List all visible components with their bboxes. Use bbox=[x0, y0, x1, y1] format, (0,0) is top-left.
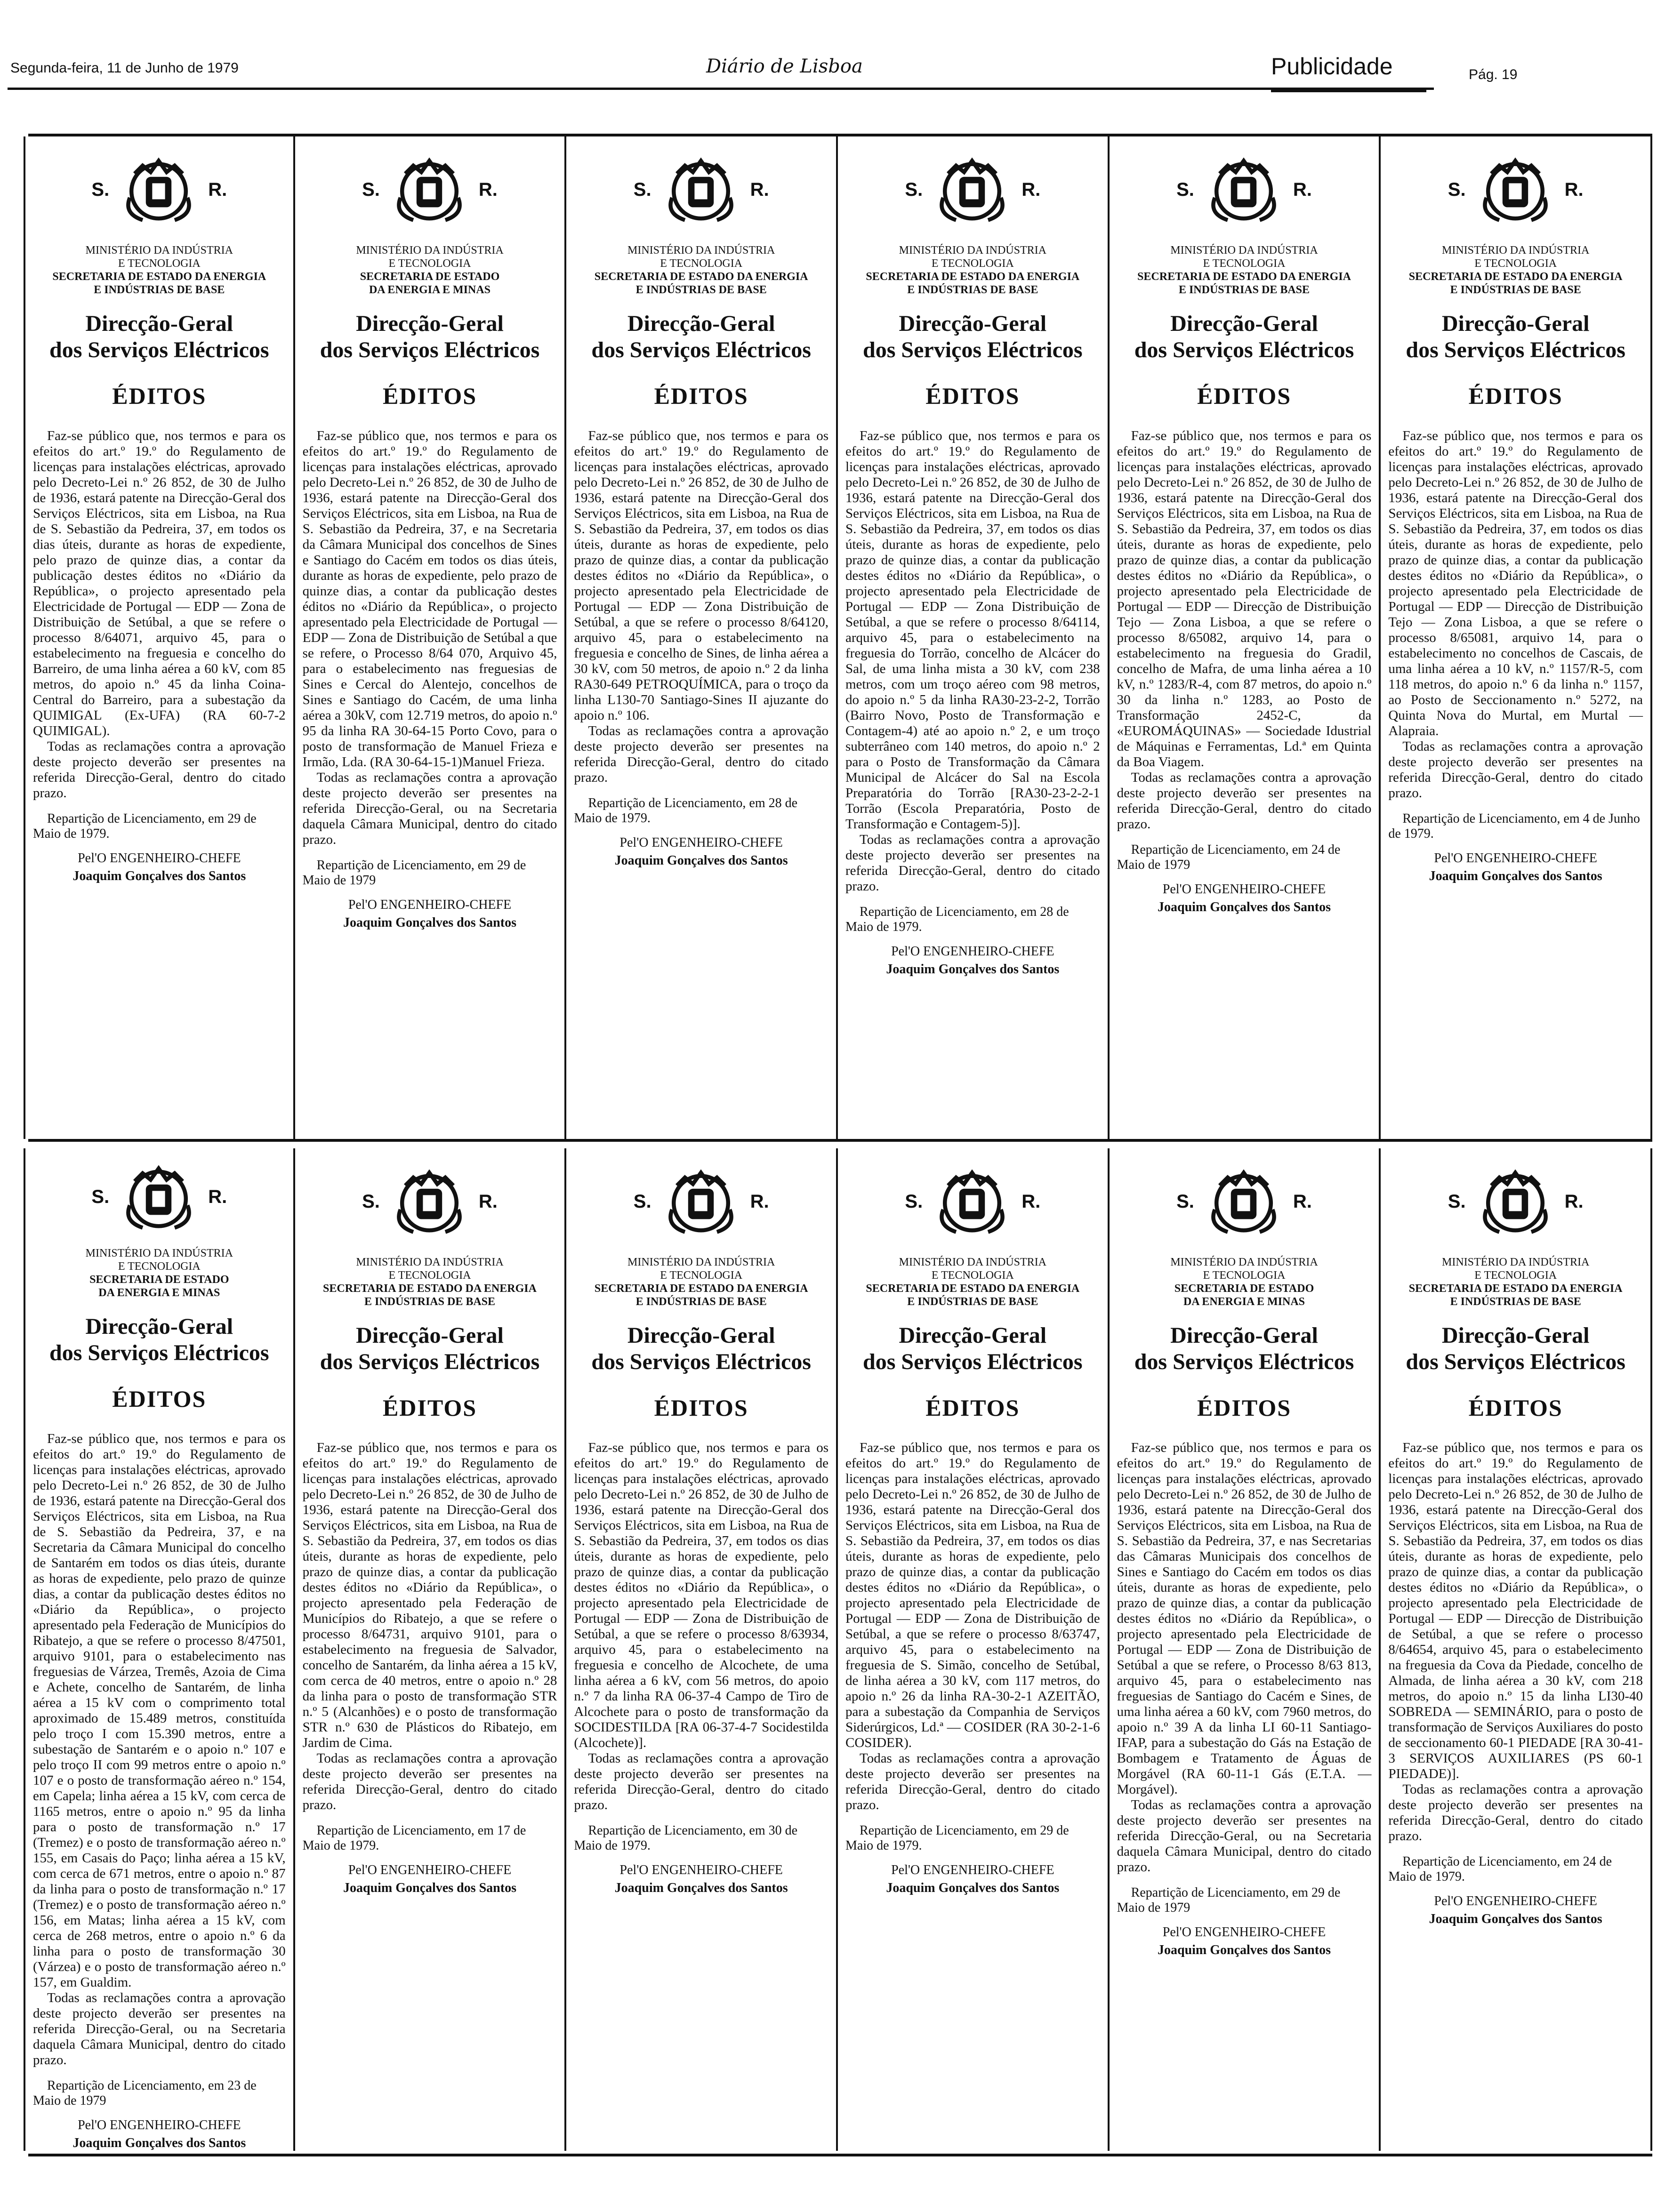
notice-date: Repartição de Licenciamento, em 29 de Maio de 1979 bbox=[1117, 1885, 1341, 1915]
ministry-line: E INDÚSTRIAS DE BASE bbox=[94, 284, 225, 296]
coat-of-arms-icon bbox=[1204, 150, 1284, 230]
s-letter: S. bbox=[633, 1191, 652, 1212]
ministry-line: E TECNOLOGIA bbox=[1474, 1269, 1557, 1282]
ministry-line: E TECNOLOGIA bbox=[931, 1269, 1014, 1282]
ministry-line: E TECNOLOGIA bbox=[931, 257, 1014, 270]
notice-text: Faz-se público que, nos termos e para os efeitos do art.º 19.º do Regulamento de licenças para instalações eléctricas, aprovado pelo Decreto-Lei n.º 26 852, de 30 de Julho de 1936, estará patente na Direcção-Geral dos Serviços Eléctricos, sita em Lisboa, na Rua de S. Sebastião da Pedreira, 37, em todos os dias úteis, durante as horas de expediente, pelo prazo de quinze dias, a contar da publicação destes éditos no «Diário da República», o projecto apresentado pela Electricidade de Portugal — EDP — Direcção de Distribuição Tejo — Zona Lisboa, a que se refere o processo 8/65081, arquivo 14, para o estabelecimento no concelhos de Cascais, de uma linha aérea a 10 kV, n.º 1157/R-5, com 118 metros, do apoio n.º 6 da linha n.º 1157, ao Posto de Seccionamento n.º 5272, na Quinta Nova do Murtal, em Murtal — Alapraia. bbox=[1388, 428, 1643, 738]
edital-notice bbox=[566, 1148, 838, 2151]
emblem bbox=[1117, 1157, 1372, 1246]
notice-date: Repartição de Licenciamento, em 28 de Maio de 1979. bbox=[845, 905, 1069, 934]
coat-of-arms-icon bbox=[119, 150, 199, 230]
ministry-line: MINISTÉRIO DA INDÚSTRIA bbox=[627, 244, 775, 256]
notice-text: Faz-se público que, nos termos e para os efeitos do art.º 19.º do Regulamento de licenças para instalações eléctricas, aprovado pelo Decreto-Lei n.º 26 852, de 30 de Julho de 1936, estará patente na Direcção-Geral dos Serviços Eléctricos, sita em Lisboa, na Rua de S. Sebastião da Pedreira, 37, em todos os dias úteis, durante as horas de expediente, pelo prazo de quinze dias, a contar da publicação destes éditos no «Diário da República», o projecto apresentado pela Electricidade de Portugal — EDP — Zona Distribuição de Setúbal, a que se refere o processo 8/64114, arquivo 45, para o estabelecimento na freguesia do Torrão, concelho de Alcácer do Sal, de uma linha mista a 30 kV, com 238 metros, com um troço aéreo com 98 metros, do apoio n.º 5 da linha RA30-23-2-2, Torrão (Bairro Novo, Posto de Transformação e Contagem-4) até ao apoio n.º 2, e um troço subterrâneo com 140 metros, do apoio n.º 2 para o Posto de Transformação da Câmara Municipal de Alcácer do Sal na Escola Preparatória do Torrão [RA30-23-2-2-1 Torrão (Escola Preparatória, Posto de Transformação e Contagem-5)]. bbox=[845, 428, 1100, 832]
r-letter: R. bbox=[208, 179, 227, 200]
ministry-line: SECRETARIA DE ESTADO DA ENERGIA bbox=[1137, 271, 1351, 283]
directorate-line: Direcção-Geral bbox=[899, 1323, 1047, 1348]
directorate-title bbox=[574, 1322, 828, 1375]
signature-title: Pel'O ENGENHEIRO-CHEFE bbox=[1162, 1925, 1326, 1940]
coat-of-arms-icon bbox=[119, 1157, 199, 1237]
ministry-block bbox=[1117, 244, 1372, 297]
signature-name: Joaquim Gonçalves dos Santos bbox=[343, 1881, 516, 1895]
s-letter: S. bbox=[1448, 1191, 1466, 1212]
ministry-line: E INDÚSTRIAS DE BASE bbox=[364, 1296, 496, 1308]
notice-text: Faz-se público que, nos termos e para os efeitos do art.º 19.º do Regulamento de licenças para instalações eléctricas, aprovado pelo Decreto-Lei n.º 26 852, de 30 de Julho de 1936, estará patente na Direcção-Geral dos Serviços Eléctricos, sita em Lisboa, na Rua de S. Sebastião da Pedreira, 37, em todos os dias úteis, durante as horas de expediente, pelo prazo de quinze dias, a contar da publicação destes éditos no «Diário da República», o projecto apresentado pela Federação de Municípios do Ribatejo, a que se refere o processo 8/64731, arquivo 9101, para o estabelecimento na freguesia de Salvador, concelho de Santarém, da linha aérea a 15 kV, com cerca de 40 metros, entre o apoio n.º 28 da linha para o posto de transformação STR n.º 5 (Alcanhões) e o posto de transformação STR n.º 630 de Plásticos do Ribatejo, em Jardim de Cima. bbox=[302, 1440, 557, 1750]
notice-text: Faz-se público que, nos termos e para os efeitos do art.º 19.º do Regulamento de licenças para instalações eléctricas, aprovado pelo Decreto-Lei n.º 26 852, de 30 de Julho de 1936, estará patente na Direcção-Geral dos Serviços Eléctricos, sita em Lisboa, na Rua de S. Sebastião da Pedreira, 37, em todos os dias úteis, durante as horas de expediente, pelo prazo de quinze dias, a contar da publicação destes éditos no «Diário da República», o projecto apresentado pela Electricidade de Portugal — EDP — Zona de Distribuição de Setúbal, a que se refere o processo 8/64071, arquivo 45, para o estabelecimento na freguesia e concelho do Barreiro, de uma linha aérea a 60 kV, com 85 metros, do apoio n.º 45 da linha Coina-Central do Barreiro, para a subestação da QUIMIGAL (Ex-UFA) (RA 60-7-2 QUIMIGAL). bbox=[33, 428, 286, 738]
signature-name: Joaquim Gonçalves dos Santos bbox=[614, 853, 788, 868]
edital-notice bbox=[1110, 136, 1381, 1139]
claims-text: Todas as reclamações contra a aprovação deste projecto deverão ser presentes na referida Direcção-Geral, ou na Secretaria daquela Câmara Municipal, dentro do citado prazo. bbox=[33, 1990, 286, 2068]
notices-row-2 bbox=[24, 1148, 1652, 2151]
ministry-line: E TECNOLOGIA bbox=[118, 1260, 201, 1273]
edital-notice bbox=[1381, 1148, 1652, 2151]
edital-notice bbox=[24, 136, 295, 1139]
notice-text: Faz-se público que, nos termos e para os efeitos do art.º 19.º do Regulamento de licenças para instalações eléctricas, aprovado pelo Decreto-Lei n.º 26 852, de 30 de Julho de 1936, estará patente na Direcção-Geral dos Serviços Eléctricos, sita em Lisboa, na Rua de S. Sebastião da Pedreira, 37, em todos os dias úteis, durante as horas de expediente, pelo prazo de quinze dias, a contar da publicação destes éditos no «Diário da República», o projecto apresentado pela Electricidade de Portugal — EDP — Zona de Distribuição de Setúbal, a que se refere o processo 8/63747, arquivo 45, para o estabelecimento na freguesia de S. Simão, concelho de Setúbal, de linha aérea a 30 kV, com 117 metros, do apoio n.º 26 da linha RA-30-2-1 AZEITÃO, para a subestação da Companhia de Serviços Siderúrgicos, Ld.ª — COSIDER (RA 30-2-1-6 COSIDER). bbox=[845, 1440, 1100, 1750]
ministry-line: SECRETARIA DE ESTADO DA ENERGIA bbox=[1408, 271, 1623, 283]
signature-name: Joaquim Gonçalves dos Santos bbox=[1429, 1912, 1602, 1926]
signature-title: Pel'O ENGENHEIRO-CHEFE bbox=[78, 2118, 241, 2132]
signature-title: Pel'O ENGENHEIRO-CHEFE bbox=[1434, 1894, 1597, 1908]
directorate-line: dos Serviços Eléctricos bbox=[863, 337, 1083, 362]
notice-date: Repartição de Licenciamento, em 24 de Maio de 1979 bbox=[1117, 842, 1341, 872]
signature-title: Pel'O ENGENHEIRO-CHEFE bbox=[1162, 882, 1326, 897]
notice-text: Faz-se público que, nos termos e para os efeitos do art.º 19.º do Regulamento de licenças para instalações eléctricas, aprovado pelo Decreto-Lei n.º 26 852, de 30 de Julho de 1936, estará patente na Direcção-Geral dos Serviços Eléctricos, sita em Lisboa, na Rua de S. Sebastião da Pedreira, 37, em todos os dias úteis, durante as horas de expediente, pelo prazo de quinze dias, a contar da publicação destes éditos no «Diário da República», o projecto apresentado pela Electricidade de Portugal — EDP — Direcção de Distribuição Tejo — Zona Lisboa, a que se refere o processo 8/65082, arquivo 14, para o estabelecimento na freguesia do Gradil, concelho de Mafra, de uma linha aérea a 10 kV, n.º 1283/R-4, com 87 metros, do apoio n.º 30 da linha n.º 1283, ao Posto de Transformação 2452-C, da «EUROMÁQUINAS» — Sociedade Idustrial de Máquinas e Ferramentas, Ld.ª em Quinta da Boa Viagem. bbox=[1117, 428, 1372, 769]
ministry-line: E TECNOLOGIA bbox=[388, 1269, 471, 1282]
s-letter: S. bbox=[1176, 179, 1194, 200]
directorate-line: Direcção-Geral bbox=[356, 1323, 504, 1348]
r-letter: R. bbox=[1293, 1191, 1312, 1212]
ministry-block bbox=[1117, 1256, 1372, 1308]
notice-date: Repartição de Licenciamento, em 4 de Junho de 1979. bbox=[1388, 811, 1640, 841]
editos-heading: ÉDITOS bbox=[1197, 383, 1292, 409]
signature-title: Pel'O ENGENHEIRO-CHEFE bbox=[891, 944, 1054, 959]
directorate-line: Direcção-Geral bbox=[1441, 311, 1590, 336]
s-letter: S. bbox=[905, 1191, 923, 1212]
emblem bbox=[303, 145, 557, 234]
ministry-line: SECRETARIA DE ESTADO DA ENERGIA bbox=[594, 271, 808, 283]
directorate-line: dos Serviços Eléctricos bbox=[591, 1349, 811, 1374]
coat-of-arms-icon bbox=[1475, 150, 1555, 230]
notice-text: Faz-se público que, nos termos e para os efeitos do art.º 19.º do Regulamento de licenças para instalações eléctricas, aprovado pelo Decreto-Lei n.º 26 852, de 30 de Julho de 1936, estará patente na Direcção-Geral dos Serviços Eléctricos, sita em Lisboa, na Rua de S. Sebastião da Pedreira, 37, em todos os dias úteis, durante as horas de expediente, pelo prazo de quinze dias, a contar da publicação destes éditos no «Diário da República», o projecto apresentado pela Electricidade de Portugal — EDP — Direcção de Distribuição de Setúbal, a que se refere o processo 8/64654, arquivo 45, para o estabelecimento na freguesia da Cova da Piedade, concelho de Almada, de linha aérea a 30 kV, com 218 metros, do apoio n.º 15 da linha LI30-40 SOBREDA — SEMINÁRIO, para o posto de transformação de Serviços Auxiliares do posto de seccionamento 60-1 PIEDADE [RA 30-41-3 SERVIÇOS AUXILIARES (PS 60-1 PIEDADE)]. bbox=[1388, 1440, 1643, 1781]
claims-text: Todas as reclamações contra a aprovação deste projecto deverão ser presentes na referida Direcção-Geral, dentro do citado prazo. bbox=[33, 739, 286, 801]
editos-heading: ÉDITOS bbox=[925, 383, 1020, 409]
ministry-line: MINISTÉRIO DA INDÚSTRIA bbox=[1170, 1256, 1318, 1268]
editos-heading: ÉDITOS bbox=[654, 383, 748, 409]
ministry-line: E TECNOLOGIA bbox=[388, 257, 471, 270]
directorate-line: dos Serviços Eléctricos bbox=[320, 337, 540, 362]
ministry-line: DA ENERGIA E MINAS bbox=[1183, 1296, 1305, 1308]
directorate-line: dos Serviços Eléctricos bbox=[1406, 1349, 1625, 1374]
directorate-line: dos Serviços Eléctricos bbox=[49, 1340, 269, 1365]
notice-date: Repartição de Licenciamento, em 17 de Maio de 1979. bbox=[302, 1823, 526, 1853]
signature-title: Pel'O ENGENHEIRO-CHEFE bbox=[619, 835, 783, 850]
notice-date: Repartição de Licenciamento, em 29 de Maio de 1979. bbox=[33, 811, 257, 841]
directorate-line: Direcção-Geral bbox=[85, 311, 233, 336]
directorate-line: dos Serviços Eléctricos bbox=[1134, 337, 1354, 362]
directorate-line: Direcção-Geral bbox=[356, 311, 504, 336]
notice-text: Faz-se público que, nos termos e para os efeitos do art.º 19.º do Regulamento de licenças para instalações eléctricas, aprovado pelo Decreto-Lei n.º 26 852, de 30 de Julho de 1936, estará patente na Direcção-Geral dos Serviços Eléctricos, sita em Lisboa, na Rua de S. Sebastião da Pedreira, 37, em todos os dias úteis, durante as horas de expediente, pelo prazo de quinze dias, a contar da publicação destes éditos no «Diário da República», o projecto apresentado pela Electricidade de Portugal — EDP — Zona Distribuição de Setúbal, a que se refere o processo 8/64120, arquivo 45, para o estabelecimento na freguesia e concelho de Sines, de linha aérea a 30 kV, com 50 metros, de apoio n.º 2 da linha RA30-649 PETROQUÍMICA, para o troço da linha L130-70 Santiago-Sines II ajuzante do apoio n.º 106. bbox=[574, 428, 828, 723]
directorate-title bbox=[845, 311, 1100, 363]
notice-text: Faz-se público que, nos termos e para os efeitos do art.º 19.º do Regulamento de licenças para instalações eléctricas, aprovado pelo Decreto-Lei n.º 26 852, de 30 de Julho de 1936, estará patente na Direcção-Geral dos Serviços Eléctricos, sita em Lisboa, na Rua de S. Sebastião da Pedreira, 37, e nas Secretarias das Câmaras Municipais dos concelhos de Sines e Santiago do Cacém em todos os dias úteis, durante as horas de expediente, pelo prazo de quinze dias, a contar da publicação destes éditos no «Diário da República», o projecto apresentado pela Electricidade de Portugal — EDP — Zona de Distribuição de Setúbal a que se refere, o Processo 8/63 813, arquivo 45, para o estabelecimento nas freguesias de Santiago do Cacém e Sines, de uma linha aérea a 60 kV, com 7960 metros, do apoio n.º 39 A da linha LI 60-11 Santiago-IFAP, para a subestação do Gás na Estação de Bombagem e Tratamento de Águas de Morgável (RA 60-11-1 Gás (E.T.A. — Morgável). bbox=[1117, 1440, 1372, 1797]
s-letter: S. bbox=[91, 179, 110, 200]
issue-date: Segunda-feira, 11 de Junho de 1979 bbox=[10, 60, 239, 76]
ministry-line: SECRETARIA DE ESTADO DA ENERGIA bbox=[594, 1282, 808, 1295]
directorate-line: Direcção-Geral bbox=[85, 1314, 233, 1339]
signature-name: Joaquim Gonçalves dos Santos bbox=[1158, 1943, 1331, 1957]
ministry-block bbox=[845, 1256, 1100, 1308]
signature-title: Pel'O ENGENHEIRO-CHEFE bbox=[78, 851, 241, 866]
editos-heading: ÉDITOS bbox=[925, 1395, 1020, 1421]
emblem bbox=[33, 1157, 286, 1237]
emblem bbox=[574, 1157, 828, 1246]
edital-notice bbox=[838, 1148, 1110, 2151]
coat-of-arms-icon bbox=[932, 1162, 1012, 1242]
r-letter: R. bbox=[750, 1191, 769, 1212]
notice-date: Repartição de Licenciamento, em 23 de Maio de 1979 bbox=[33, 2078, 257, 2108]
r-letter: R. bbox=[208, 1186, 227, 1207]
directorate-line: dos Serviços Eléctricos bbox=[49, 337, 269, 362]
ministry-line: DA ENERGIA E MINAS bbox=[369, 284, 491, 296]
ministry-line: MINISTÉRIO DA INDÚSTRIA bbox=[899, 244, 1046, 256]
ministry-block bbox=[1388, 244, 1643, 297]
ministry-block bbox=[303, 244, 557, 297]
r-letter: R. bbox=[750, 179, 769, 200]
signature-name: Joaquim Gonçalves dos Santos bbox=[72, 869, 246, 883]
signature-title: Pel'O ENGENHEIRO-CHEFE bbox=[348, 1863, 512, 1877]
directorate-title bbox=[33, 1314, 286, 1366]
coat-of-arms-icon bbox=[661, 1162, 741, 1242]
notice-date: Repartição de Licenciamento, em 24 de Maio de 1979. bbox=[1388, 1854, 1612, 1884]
directorate-line: dos Serviços Eléctricos bbox=[320, 1349, 540, 1374]
s-letter: S. bbox=[1176, 1191, 1194, 1212]
signature-name: Joaquim Gonçalves dos Santos bbox=[886, 1881, 1060, 1895]
coat-of-arms-icon bbox=[389, 150, 469, 230]
ministry-block bbox=[574, 1256, 828, 1308]
edital-notice bbox=[295, 136, 567, 1139]
r-letter: R. bbox=[1293, 179, 1312, 200]
ministry-line: SECRETARIA DE ESTADO bbox=[360, 271, 500, 283]
claims-text: Todas as reclamações contra a aprovação deste projecto deverão ser presentes na referida Direcção-Geral, dentro do citado prazo. bbox=[845, 1751, 1100, 1812]
ministry-block bbox=[33, 1247, 286, 1299]
claims-text: Todas as reclamações contra a aprovação deste projecto deverão ser presentes na referida Direcção-Geral, dentro do citado prazo. bbox=[302, 1751, 557, 1812]
middle-rule bbox=[28, 1139, 1652, 1142]
edital-notice bbox=[566, 136, 838, 1139]
directorate-title bbox=[1388, 311, 1643, 363]
ministry-line: SECRETARIA DE ESTADO DA ENERGIA bbox=[866, 271, 1080, 283]
ministry-line: MINISTÉRIO DA INDÚSTRIA bbox=[899, 1256, 1046, 1268]
s-letter: S. bbox=[362, 1191, 380, 1212]
directorate-line: Direcção-Geral bbox=[1170, 311, 1318, 336]
directorate-title bbox=[303, 1322, 557, 1375]
signature-name: Joaquim Gonçalves dos Santos bbox=[886, 962, 1060, 977]
emblem bbox=[33, 145, 286, 234]
ministry-line: E INDÚSTRIAS DE BASE bbox=[635, 1296, 767, 1308]
signature-title: Pel'O ENGENHEIRO-CHEFE bbox=[1434, 851, 1597, 866]
notice-date: Repartição de Licenciamento, em 30 de Maio de 1979. bbox=[574, 1823, 798, 1853]
emblem bbox=[845, 145, 1100, 234]
emblem bbox=[1388, 1157, 1643, 1246]
claims-text: Todas as reclamações contra a aprovação deste projecto deverão ser presentes na referida Direcção-Geral, dentro do citado prazo. bbox=[1388, 739, 1643, 801]
s-letter: S. bbox=[633, 179, 652, 200]
ministry-line: SECRETARIA DE ESTADO DA ENERGIA bbox=[866, 1282, 1080, 1295]
signature-name: Joaquim Gonçalves dos Santos bbox=[614, 1881, 788, 1895]
signature-name: Joaquim Gonçalves dos Santos bbox=[72, 2136, 246, 2150]
ministry-line: E TECNOLOGIA bbox=[1203, 257, 1286, 270]
newspaper-title: Diário de Lisboa bbox=[706, 56, 863, 77]
s-letter: S. bbox=[362, 179, 380, 200]
emblem bbox=[1388, 145, 1643, 234]
emblem bbox=[1117, 145, 1372, 234]
ministry-line: SECRETARIA DE ESTADO DA ENERGIA bbox=[323, 1282, 537, 1295]
editos-heading: ÉDITOS bbox=[1468, 1395, 1563, 1421]
ministry-line: SECRETARIA DE ESTADO DA ENERGIA bbox=[52, 271, 266, 283]
directorate-line: Direcção-Geral bbox=[627, 311, 775, 336]
coat-of-arms-icon bbox=[661, 150, 741, 230]
claims-text: Todas as reclamações contra a aprovação deste projecto deverão ser presentes na referida Direcção-Geral, ou na Secretaria daquela Câmara Municipal, dentro do citado prazo. bbox=[1117, 1797, 1372, 1875]
signature-title: Pel'O ENGENHEIRO-CHEFE bbox=[891, 1863, 1054, 1877]
header-rule bbox=[8, 88, 1434, 90]
page-number: Pág. 19 bbox=[1469, 67, 1518, 82]
ministry-block bbox=[33, 244, 286, 297]
claims-text: Todas as reclamações contra a aprovação deste projecto deverão ser presentes na referida Direcção-Geral, dentro do citado prazo. bbox=[1117, 770, 1372, 832]
ministry-line: E INDÚSTRIAS DE BASE bbox=[1450, 284, 1581, 296]
r-letter: R. bbox=[1022, 1191, 1041, 1212]
ministry-line: MINISTÉRIO DA INDÚSTRIA bbox=[356, 244, 504, 256]
ministry-line: E TECNOLOGIA bbox=[1474, 257, 1557, 270]
ministry-line: E TECNOLOGIA bbox=[660, 257, 743, 270]
directorate-title bbox=[574, 311, 828, 363]
notice-text: Faz-se público que, nos termos e para os efeitos do art.º 19.º do Regulamento de licenças para instalações eléctricas, aprovado pelo Decreto-Lei n.º 26 852, de 30 de Julho de 1936, estará patente na Direcção-Geral dos Serviços Eléctricos, sita em Lisboa, na Rua de S. Sebastião da Pedreira, 37, e na Secretaria da Câmara Municipal do concelho de Santarém em todos os dias úteis, durante as horas de expediente, pelo prazo de quinze dias, a contar da publicação destes éditos no «Diário da República», o projecto apresentado pela Federação de Municípios do Ribatejo, a que se refere o processo 8/47501, arquivo 9101, para o estabelecimento nas freguesias de Várzea, Tremês, Azoia de Cima e Achete, concelho de Santarém, de linha aérea a 15 kV com o comprimento total aproximado de 15.489 metros, constituída pelo troço I com 15.390 metros, entre a subestação de Santarém e o apoio n.º 107 e pelo troço II com 99 metros entre o apoio n.º 107 e o posto de transformação aéreo n.º 154, em Capela; linha aérea a 15 kV, com cerca de 1165 metros, entre o apoio n.º 95 da linha para o posto de transformação n.º 17 (Tremez) e o posto de transformação aéreo n.º 155, em Casais do Paço; linha aérea a 15 kV, com cerca de 671 metros, entre o apoio n.º 87 da linha para o posto de transformação n.º 17 (Tremez) e o posto de transformação aéreo n.º 156, em Matas; linha aérea a 15 kV, com cerca de 268 metros, entre o apoio n.º 6 da linha para o posto de transformação 30 (Várzea) e o posto de transformação aéreo n.º 157, em Gualdim. bbox=[33, 1431, 286, 1990]
s-letter: S. bbox=[905, 179, 923, 200]
directorate-line: Direcção-Geral bbox=[1170, 1323, 1318, 1348]
editos-heading: ÉDITOS bbox=[1468, 383, 1563, 409]
notice-text: Faz-se público que, nos termos e para os efeitos do art.º 19.º do Regulamento de licenças para instalações eléctricas, aprovado pelo Decreto-Lei n.º 26 852, de 30 de Julho de 1936, estará patente na Direcção-Geral dos Serviços Eléctricos, sita em Lisboa, na Rua de S. Sebastião da Pedreira, 37, em todos os dias úteis, durante as horas de expediente, pelo prazo de quinze dias, a contar da publicação destes éditos no «Diário da República», o projecto apresentado pela Electricidade de Portugal — EDP — Zona de Distribuição de Setúbal, a que se refere o processo 8/63934, arquivo 45, para o estabelecimento na freguesia e concelho de Alcochete, de uma linha aérea a 6 kV, com 56 metros, do apoio n.º 7 da linha RA 06-37-4 Campo de Tiro de Alcochete para o posto de transformação da SOCIDESTILDA [RA 06-37-4-7 Socidestilda (Alcochete)]. bbox=[574, 1440, 828, 1750]
section-title: Publicidade bbox=[1271, 53, 1393, 80]
r-letter: R. bbox=[478, 179, 498, 200]
notice-text: Faz-se público que, nos termos e para os efeitos do art.º 19.º do Regulamento de licenças para instalações eléctricas, aprovado pelo Decreto-Lei n.º 26 852, de 30 de Julho de 1936, estará patente na Direcção-Geral dos Serviços Eléctricos, sita em Lisboa, na Rua de S. Sebastião da Pedreira, 37, e na Secretaria da Câmara Municipal dos concelhos de Sines e Santiago do Cacém em todos os dias úteis, durante as horas de expediente, pelo prazo de quinze dias, a contar da publicação destes éditos no «Diário da República», o projecto apresentado pela Electricidade de Portugal — EDP — Zona de Distribuição de Setúbal a que se refere, o Processo 8/64 070, Arquivo 45, para o estabelecimento nas freguesias de Sines e Cercal do Alentejo, concelhos de Sines e Santiago do Cacém, de uma linha aérea a 30kV, com 12.719 metros, do apoio n.º 95 da linha RA 30-64-15 Porto Covo, para o posto de transformação de Manuel Frieza e Irmão, Lda. (RA 30-64-15-1)Manuel Frieza. bbox=[302, 428, 557, 769]
section-rule bbox=[1271, 88, 1426, 92]
ministry-line: MINISTÉRIO DA INDÚSTRIA bbox=[1170, 244, 1318, 256]
ministry-line: MINISTÉRIO DA INDÚSTRIA bbox=[356, 1256, 504, 1268]
ministry-block bbox=[303, 1256, 557, 1308]
editos-heading: ÉDITOS bbox=[382, 383, 477, 409]
bottom-rule bbox=[28, 2154, 1652, 2156]
edital-notice bbox=[838, 136, 1110, 1139]
signature-title: Pel'O ENGENHEIRO-CHEFE bbox=[619, 1863, 783, 1877]
editos-heading: ÉDITOS bbox=[112, 1386, 207, 1412]
signature-name: Joaquim Gonçalves dos Santos bbox=[343, 915, 516, 930]
notice-date: Repartição de Licenciamento, em 28 de Maio de 1979. bbox=[574, 796, 798, 825]
ministry-line: E INDÚSTRIAS DE BASE bbox=[1450, 1296, 1581, 1308]
ministry-line: MINISTÉRIO DA INDÚSTRIA bbox=[1442, 1256, 1590, 1268]
r-letter: R. bbox=[1564, 1191, 1584, 1212]
signature-title: Pel'O ENGENHEIRO-CHEFE bbox=[348, 898, 512, 912]
ministry-line: E INDÚSTRIAS DE BASE bbox=[907, 1296, 1038, 1308]
notice-date: Repartição de Licenciamento, em 29 de Maio de 1979 bbox=[302, 858, 526, 888]
ministry-line: MINISTÉRIO DA INDÚSTRIA bbox=[1442, 244, 1590, 256]
claims-text: Todas as reclamações contra a aprovação deste projecto deverão ser presentes na referida Direcção-Geral, dentro do citado prazo. bbox=[574, 723, 828, 785]
editos-heading: ÉDITOS bbox=[382, 1395, 477, 1421]
ministry-line: E INDÚSTRIAS DE BASE bbox=[635, 284, 767, 296]
ministry-line: E TECNOLOGIA bbox=[660, 1269, 743, 1282]
r-letter: R. bbox=[1564, 179, 1584, 200]
ministry-block bbox=[1388, 1256, 1643, 1308]
ministry-line: DA ENERGIA E MINAS bbox=[98, 1287, 220, 1299]
edital-notice bbox=[1381, 136, 1652, 1139]
signature-name: Joaquim Gonçalves dos Santos bbox=[1158, 900, 1331, 914]
directorate-line: dos Serviços Eléctricos bbox=[1406, 337, 1625, 362]
directorate-line: Direcção-Geral bbox=[899, 311, 1047, 336]
directorate-line: Direcção-Geral bbox=[627, 1323, 775, 1348]
editos-heading: ÉDITOS bbox=[112, 383, 207, 409]
directorate-title bbox=[33, 311, 286, 363]
directorate-line: dos Serviços Eléctricos bbox=[863, 1349, 1083, 1374]
directorate-line: dos Serviços Eléctricos bbox=[591, 337, 811, 362]
claims-text: Todas as reclamações contra a aprovação deste projecto deverão ser presentes na referida Direcção-Geral, dentro do citado prazo. bbox=[1388, 1782, 1643, 1843]
ministry-line: MINISTÉRIO DA INDÚSTRIA bbox=[627, 1256, 775, 1268]
emblem bbox=[845, 1157, 1100, 1246]
emblem bbox=[574, 145, 828, 234]
ministry-line: SECRETARIA DE ESTADO bbox=[1174, 1282, 1314, 1295]
directorate-title bbox=[303, 311, 557, 363]
coat-of-arms-icon bbox=[1475, 1162, 1555, 1242]
directorate-title bbox=[1117, 1322, 1372, 1375]
notices-row-1 bbox=[24, 136, 1652, 1139]
ministry-line: E INDÚSTRIAS DE BASE bbox=[907, 284, 1038, 296]
coat-of-arms-icon bbox=[932, 150, 1012, 230]
r-letter: R. bbox=[478, 1191, 498, 1212]
signature-name: Joaquim Gonçalves dos Santos bbox=[1429, 869, 1602, 883]
masthead bbox=[0, 0, 1657, 94]
ministry-line: SECRETARIA DE ESTADO DA ENERGIA bbox=[1408, 1282, 1623, 1295]
ministry-block bbox=[845, 244, 1100, 297]
coat-of-arms-icon bbox=[389, 1162, 469, 1242]
editos-heading: ÉDITOS bbox=[654, 1395, 748, 1421]
ministry-line: MINISTÉRIO DA INDÚSTRIA bbox=[85, 244, 233, 256]
directorate-line: dos Serviços Eléctricos bbox=[1134, 1349, 1354, 1374]
ministry-line: E INDÚSTRIAS DE BASE bbox=[1178, 284, 1310, 296]
ministry-line: SECRETARIA DE ESTADO bbox=[89, 1274, 229, 1286]
editos-heading: ÉDITOS bbox=[1197, 1395, 1292, 1421]
ministry-line: E TECNOLOGIA bbox=[118, 257, 201, 270]
edital-notice bbox=[1110, 1148, 1381, 2151]
claims-text: Todas as reclamações contra a aprovação deste projecto deverão ser presentes na referida Direcção-Geral, ou na Secretaria daquela Câmara Municipal, dentro do citado prazo. bbox=[302, 770, 557, 847]
directorate-title bbox=[845, 1322, 1100, 1375]
edital-notice bbox=[295, 1148, 567, 2151]
directorate-title bbox=[1388, 1322, 1643, 1375]
edital-notice bbox=[24, 1148, 295, 2151]
s-letter: S. bbox=[1448, 179, 1466, 200]
directorate-title bbox=[1117, 311, 1372, 363]
s-letter: S. bbox=[91, 1186, 110, 1207]
ministry-line: MINISTÉRIO DA INDÚSTRIA bbox=[85, 1247, 233, 1259]
emblem bbox=[303, 1157, 557, 1246]
directorate-line: Direcção-Geral bbox=[1441, 1323, 1590, 1348]
claims-text: Todas as reclamações contra a aprovação deste projecto deverão ser presentes na referida Direcção-Geral, dentro do citado prazo. bbox=[574, 1751, 828, 1812]
notice-date: Repartição de Licenciamento, em 29 de Maio de 1979. bbox=[845, 1823, 1069, 1853]
ministry-line: E TECNOLOGIA bbox=[1203, 1269, 1286, 1282]
r-letter: R. bbox=[1022, 179, 1041, 200]
coat-of-arms-icon bbox=[1204, 1162, 1284, 1242]
claims-text: Todas as reclamações contra a aprovação deste projecto deverão ser presentes na referida Direcção-Geral, dentro do citado prazo. bbox=[845, 832, 1100, 894]
ministry-block bbox=[574, 244, 828, 297]
